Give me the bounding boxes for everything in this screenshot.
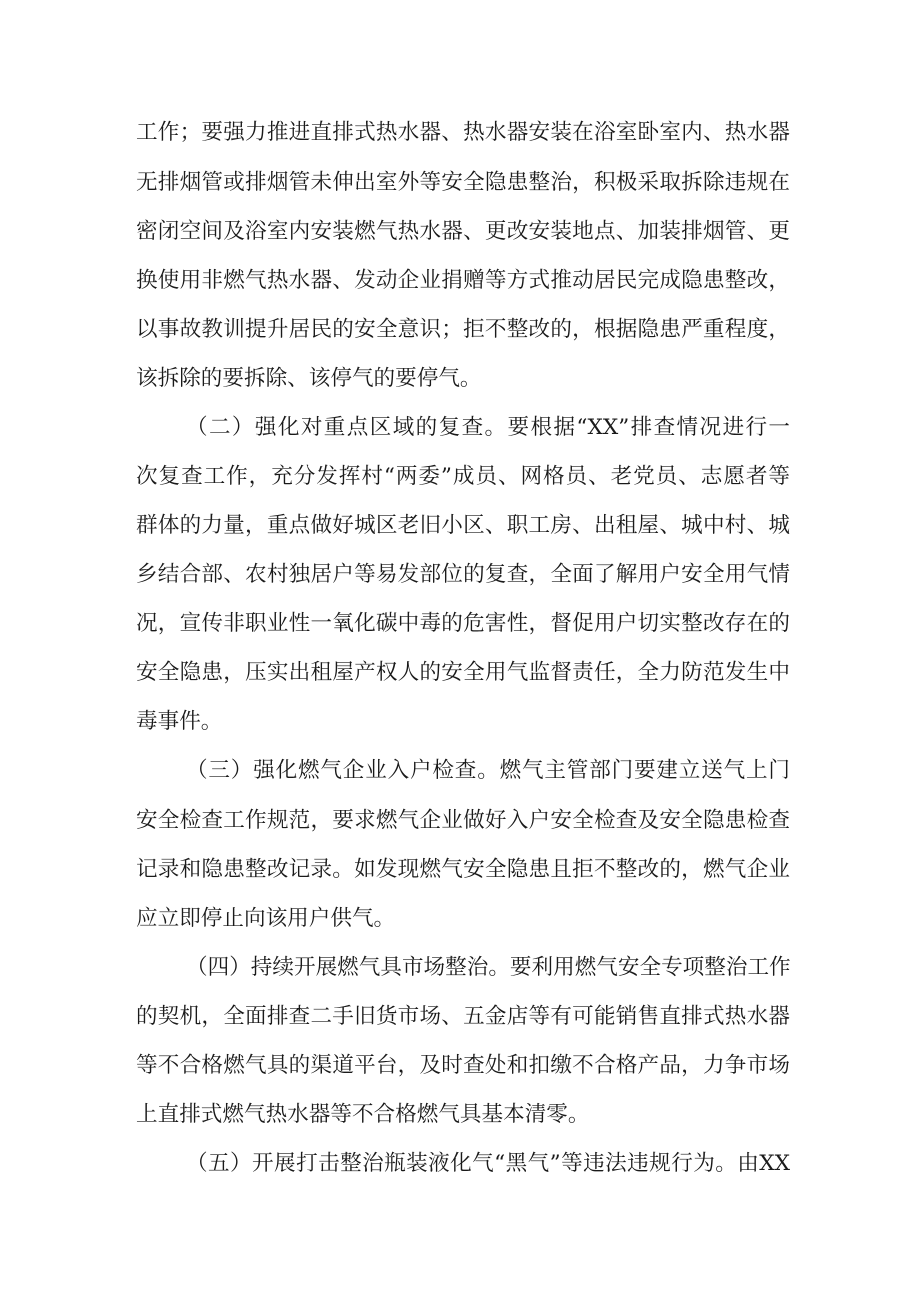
paragraph-2-line-4: 乡结合部、农村独居户等易发部位的复查，全面了解用户安全用气情 xyxy=(136,562,790,587)
paragraph-3-line-3: 记录和隐患整改记录。如发现燃气安全隐患且拒不整改的，燃气企业 xyxy=(136,857,790,882)
paragraph-2-line-5: 况，宣传非职业性一氧化碳中毒的危害性，督促用户切实整改存在的 xyxy=(136,611,790,636)
paragraph-4-line-2: 的契机，全面排查二手旧货市场、五金店等有可能销售直排式热水器 xyxy=(136,1004,790,1029)
paragraph-3-line-2: 安全检查工作规范，要求燃气企业做好入户安全检查及安全隐患检查 xyxy=(136,808,790,833)
paragraph-2-line-6: 安全隐患，压实出租屋产权人的安全用气监督责任，全力防范发生中 xyxy=(136,660,790,685)
paragraph-2-line-1: （二）强化对重点区域的复查。要根据“XX”排查情况进行一 xyxy=(186,415,790,440)
paragraph-4-line-3: 等不合格燃气具的渠道平台，及时查处和扣缴不合格产品，力争市场 xyxy=(136,1053,790,1078)
paragraph-3-line-1: （三）强化燃气企业入户检查。燃气主管部门要建立送气上门 xyxy=(186,758,790,783)
paragraph-2-line-7: 毒事件。 xyxy=(136,709,223,734)
paragraph-2-line-3: 群体的力量，重点做好城区老旧小区、职工房、出租屋、城中村、城 xyxy=(136,513,790,538)
paragraph-2-line-2: 次复查工作，充分发挥村“两委”成员、网格员、老党员、志愿者等 xyxy=(136,464,790,489)
paragraph-1-line-2: 无排烟管或排烟管未伸出室外等安全隐患整治，积极采取拆除违规在 xyxy=(136,170,790,195)
paragraph-1-line-3: 密闭空间及浴室内安装燃气热水器、更改安装地点、加装排烟管、更 xyxy=(136,219,790,244)
paragraph-4-line-1: （四）持续开展燃气具市场整治。要利用燃气安全专项整治工作 xyxy=(186,955,791,980)
paragraph-1-line-1: 工作；要强力推进直排式热水器、热水器安装在浴室卧室内、热水器 xyxy=(136,120,790,145)
paragraph-1-line-5: 以事故教训提升居民的安全意识；拒不整改的，根据隐患严重程度， xyxy=(136,317,790,342)
paragraph-4-line-4: 上直排式燃气热水器等不合格燃气具基本清零。 xyxy=(136,1102,590,1127)
paragraph-5-line-1: （五）开展打击整治瓶装液化气“黑气”等违法违规行为。由XX xyxy=(186,1151,790,1176)
paragraph-1-line-4: 换使用非燃气热水器、发动企业捐赠等方式推动居民完成隐患整改， xyxy=(136,268,790,293)
paragraph-3-line-4: 应立即停止向该用户供气。 xyxy=(136,906,396,931)
paragraph-1-line-6: 该拆除的要拆除、该停气的要停气。 xyxy=(136,366,482,391)
